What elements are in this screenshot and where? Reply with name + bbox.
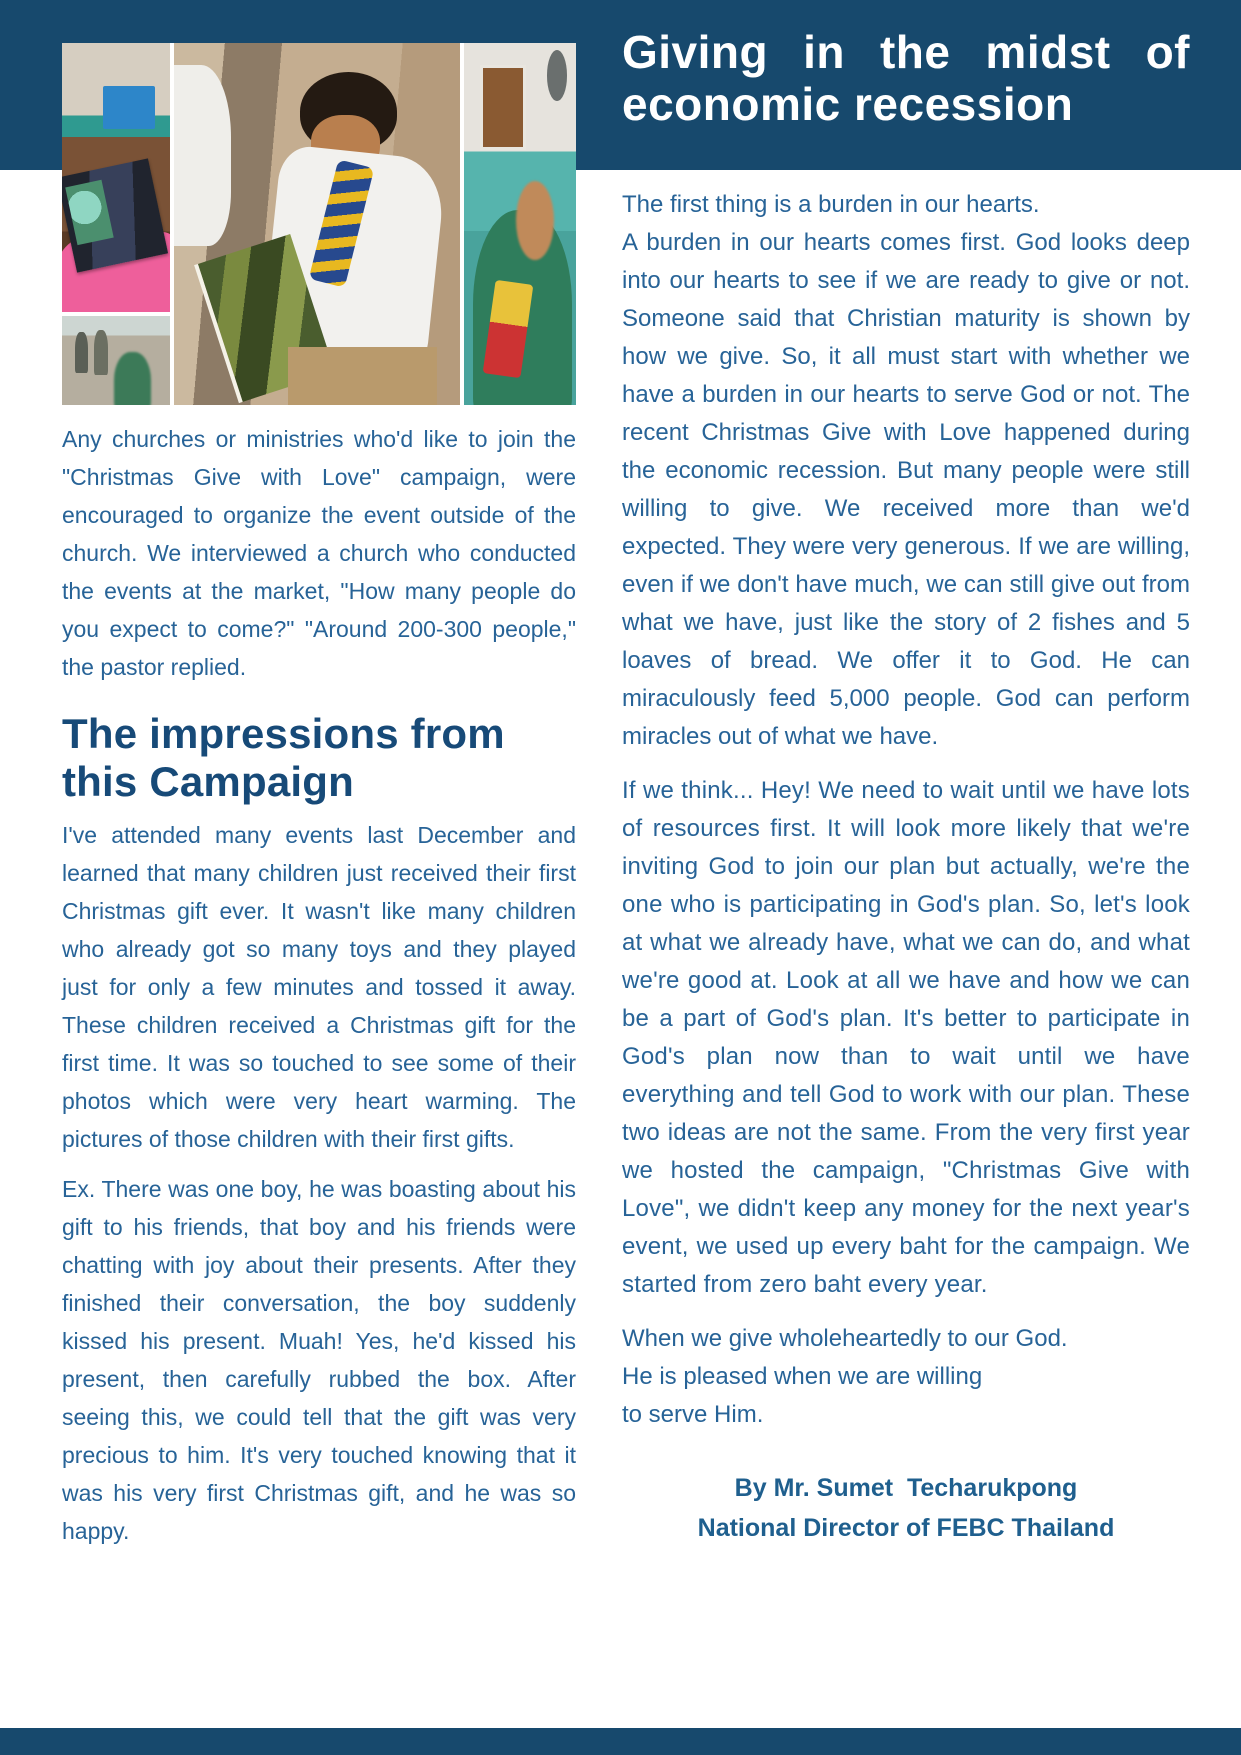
page-title bbox=[622, 26, 1190, 130]
footer-band bbox=[0, 1728, 1241, 1755]
fan-shape bbox=[547, 50, 567, 101]
shoulder-shape bbox=[174, 65, 231, 246]
page-title-line1: Giving in the midst of bbox=[622, 26, 1190, 78]
left-paragraph-1: Any churches or ministries who'd like to join the "Christmas Give with Love" campaign, were encouraged to organize the event outside of the church. We interviewed a church who conducted the events at the market, "How many people do you expect to come?" "Around 200-300 people," the pastor replied. bbox=[62, 426, 576, 680]
page-title-line2: economic recession bbox=[622, 78, 1074, 130]
left-paragraph-3: Ex. There was one boy, he was boasting about his gift to his friends, that boy and his friends were chatting with joy about their presents. After they finished their conversation, the boy suddenly kissed his present. Muah! Yes, he'd kissed his present, then carefully rubbed the box. After seeing this, we could tell that the gift was very precious to him. It's very touched knowing that it was his very first Christmas gift, and he was so happy. bbox=[62, 1176, 576, 1544]
right-paragraph-1 bbox=[622, 186, 1190, 756]
byline bbox=[622, 1468, 1190, 1548]
photo-collage bbox=[62, 43, 576, 405]
photo-gift-table bbox=[62, 43, 170, 312]
figure-shape bbox=[75, 332, 88, 373]
section-heading: The impressions from this Campaign bbox=[62, 710, 505, 805]
blue-tablecloth-shape bbox=[103, 86, 155, 129]
right-paragraph-3-line1: When we give wholeheartedly to our God. bbox=[622, 1325, 1068, 1352]
right-text-column bbox=[622, 186, 1190, 1548]
right-paragraph-2: If we think... Hey! We need to wait until we have lots of resources first. It will look more likely that we're inviting God to join our plan but actually, we're the one who is participating in God's plan. So, let's look at what we already have, what we can do, and what we're good at. Look at all we have and how we can be a part of God's plan. It's better to participate in God's plan now than to wait until we have everything and tell God to work with our plan. These two ideas are not the same. From the very first year we hosted the campaign, "Christmas Give with Love", we didn't keep any money for the next year's event, we used up every baht for the campaign. We started from zero baht every year. bbox=[622, 777, 1190, 1298]
right-paragraph-3-line3: to serve Him. bbox=[622, 1401, 764, 1428]
figure-shape bbox=[114, 352, 151, 405]
byline-role: National Director of FEBC Thailand bbox=[697, 1514, 1115, 1542]
right-paragraph-3-line2: He is pleased when we are willing bbox=[622, 1363, 983, 1390]
right-paragraph-3 bbox=[622, 1320, 1190, 1434]
window-shape bbox=[480, 65, 526, 151]
pants-shape bbox=[288, 347, 437, 405]
right-paragraph-1-lead: The first thing is a burden in our hearts. bbox=[622, 191, 1040, 218]
photo-boy-reading bbox=[174, 43, 460, 405]
face-shape bbox=[516, 181, 554, 261]
byline-author: By Mr. Sumet Techarukpong bbox=[734, 1474, 1078, 1502]
left-paragraph-2: I've attended many events last December and learned that many children just received their first Christmas gift ever. It wasn't like many children who already got so many toys and they played just for only a few minutes and tossed it away. These children received a Christmas gift for the first time. It was so touched to see some of their photos which were very heart warming. The pictures of those children with their first gifts. bbox=[62, 822, 576, 1152]
photo-schoolyard bbox=[62, 316, 170, 405]
collage-left-column bbox=[62, 43, 170, 405]
figure-shape bbox=[94, 330, 108, 375]
photo-girl-snacks bbox=[464, 43, 576, 405]
right-paragraph-1-rest: A burden in our hearts comes first. God looks deep into our hearts to see if we are ready to give or not. Someone said that Christian maturity is shown by how we give. So, it all must start with whether we have a burden in our hearts to serve God or not. The recent Christmas Give with Love happened during the economic recession. But many people were still willing to give. We received more than we'd expected. They were very generous. If we are willing, even if we don't have much, we can still give out from what we have, just like the story of 2 fishes and 5 loaves of bread. We offer it to God. He can miraculously feed 5,000 people. God can perform miracles out of what we have. bbox=[622, 229, 1190, 750]
left-text-column bbox=[62, 420, 576, 1550]
